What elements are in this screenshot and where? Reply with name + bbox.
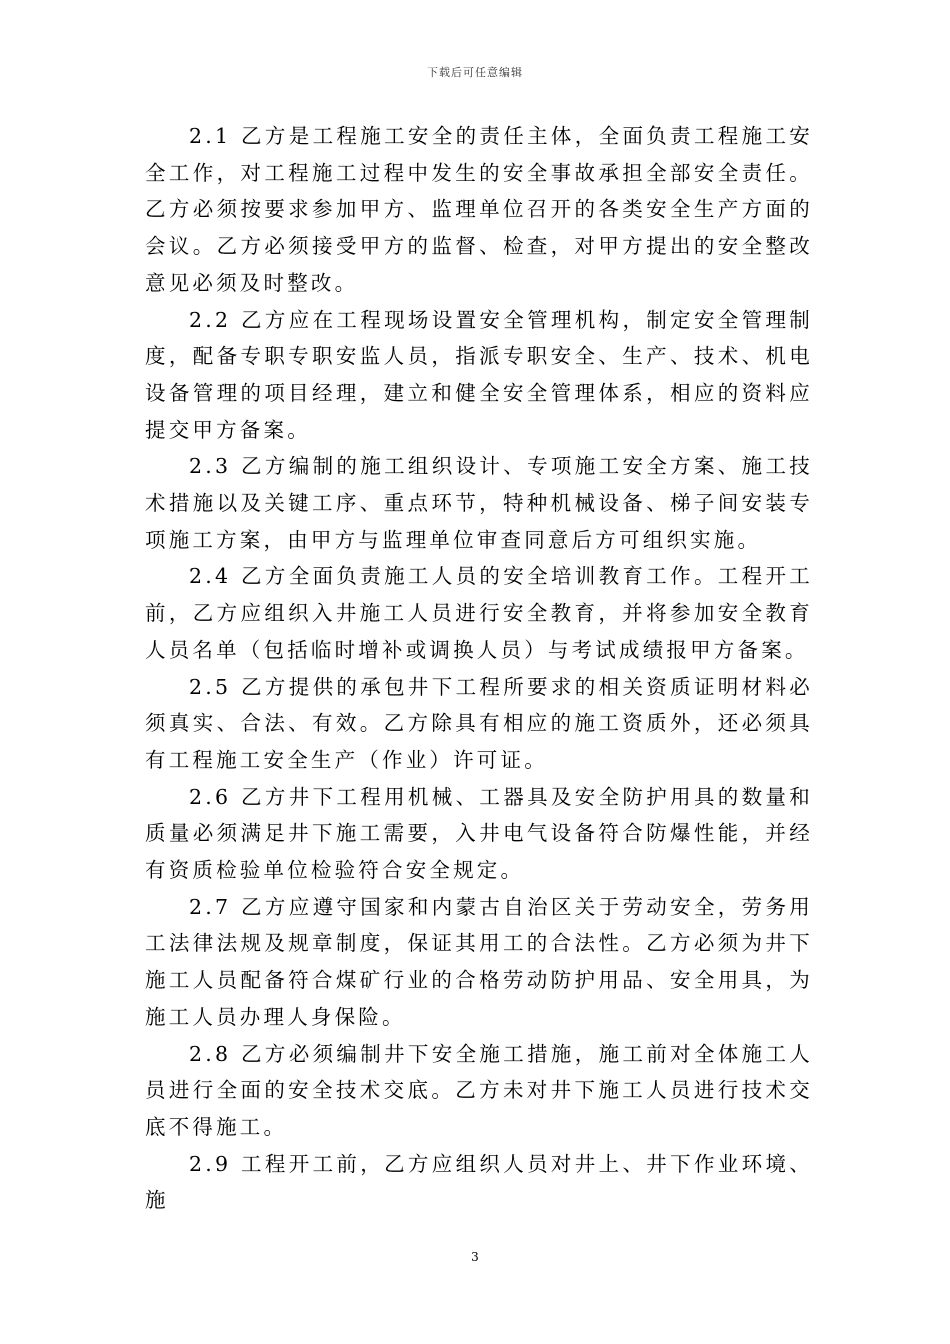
page-number: 3 [471,1250,479,1264]
paragraph-2-6: 2.6 乙方井下工程用机械、工器具及安全防护用具的数量和质量必须满足井下施工需要，入井电气设备符合防爆性能，并经有资质检验单位检验符合安全规定。 [145,784,813,883]
page-header: 下载后可任意编辑 [427,66,523,79]
paragraph-2-5: 2.5 乙方提供的承包井下工程所要求的相关资质证明材料必须真实、合法、有效。乙方除具有相应的施工资质外，还必须具有工程施工安全生产（作业）许可证。 [145,674,813,772]
paragraph-2-1: 2.1 乙方是工程施工安全的责任主体，全面负责工程施工安全工作，对工程施工过程中发生的安全事故承担全部安全责任。乙方必须按要求参加甲方、监理单位召开的各类安全生产方面的会议。乙方必须接受甲方的监督、检查，对甲方提出的安全整改意见必须及时整改。 [145,124,813,295]
paragraph-2-7: 2.7 乙方应遵守国家和内蒙古自治区关于劳动安全，劳务用工法律法规及规章制度，保证其用工的合法性。乙方必须为井下施工人员配备符合煤矿行业的合格劳动防护用品、安全用具，为施工人员办理人身保险。 [145,894,813,1029]
paragraph-2-3: 2.3 乙方编制的施工组织设计、专项施工安全方案、施工技术措施以及关键工序、重点环节，特种机械设备、梯子间安装专项施工方案，由甲方与监理单位审查同意后方可组织实施。 [145,454,813,552]
paragraph-2-2: 2.2 乙方应在工程现场设置安全管理机构，制定安全管理制度，配备专职专职安监人员，指派专职安全、生产、技术、机电设备管理的项目经理，建立和健全安全管理体系，相应的资料应提交甲方备案。 [145,307,813,442]
document-body [145,118,813,1219]
paragraph-2-4: 2.4 乙方全面负责施工人员的安全培训教育工作。工程开工前，乙方应组织入井施工人员进行安全教育，并将参加安全教育人员名单（包括临时增补或调换人员）与考试成绩报甲方备案。 [145,564,813,662]
paragraph-2-9: 2.9 工程开工前，乙方应组织人员对井上、井下作业环境、施 [145,1151,813,1213]
paragraph-2-8: 2.8 乙方必须编制井下安全施工措施，施工前对全体施工人员进行全面的安全技术交底。乙方未对井下施工人员进行技术交底不得施工。 [145,1041,813,1139]
